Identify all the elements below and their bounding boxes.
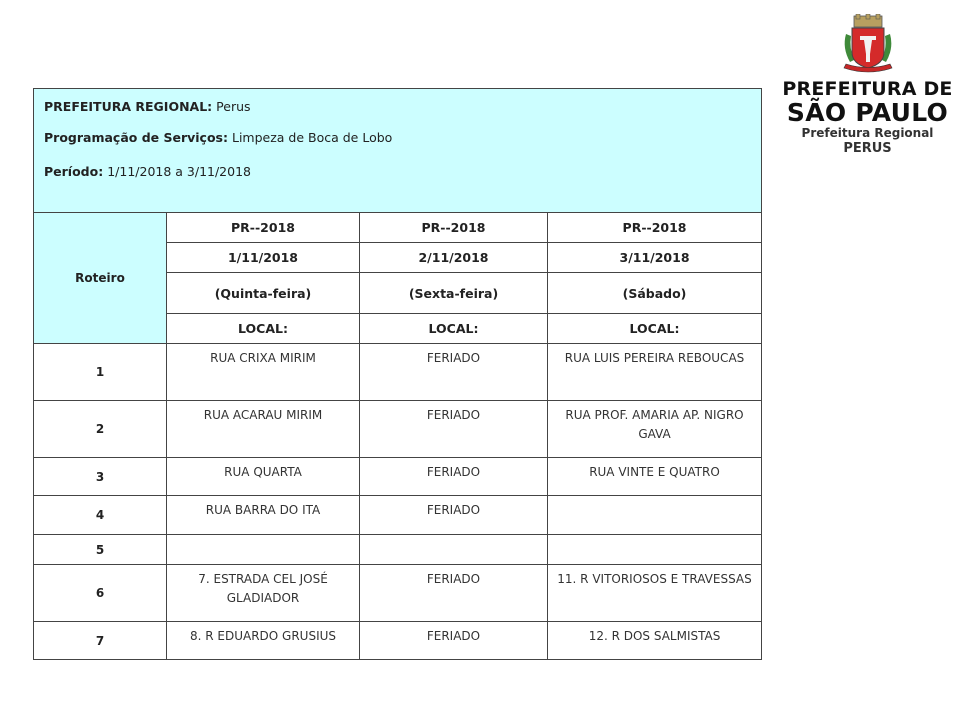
logo-region: PERUS: [843, 141, 892, 156]
column-code: PR--2018: [360, 213, 548, 243]
row-cell: 12. R DOS SALMISTAS: [548, 622, 762, 660]
row-cell: [360, 535, 548, 565]
column-weekday: (Sábado): [548, 273, 762, 314]
table-row: [34, 401, 762, 458]
row-cell: [548, 496, 762, 535]
row-number: 3: [34, 458, 167, 496]
column-date: 1/11/2018: [167, 243, 360, 273]
row-cell: 8. R EDUARDO GRUSIUS: [167, 622, 360, 660]
row-number: 4: [34, 496, 167, 535]
row-cell: 11. R VITORIOSOS E TRAVESSAS: [548, 565, 762, 622]
table-row: [34, 565, 762, 622]
column-local-label: LOCAL:: [360, 314, 548, 344]
row-cell: 7. ESTRADA CEL JOSÉ GLADIADOR: [167, 565, 360, 622]
row-cell: RUA LUIS PEREIRA REBOUCAS: [548, 344, 762, 401]
column-date: 2/11/2018: [360, 243, 548, 273]
roteiro-header: Roteiro: [34, 213, 167, 344]
program-value: Limpeza de Boca de Lobo: [231, 130, 393, 145]
table-row: [34, 344, 762, 401]
schedule-table: [33, 88, 762, 660]
row-cell: FERIADO: [360, 458, 548, 496]
period-line: [44, 164, 751, 180]
row-cell: RUA BARRA DO ITA: [167, 496, 360, 535]
row-cell: RUA PROF. AMARIA AP. NIGRO GAVA: [548, 401, 762, 458]
period-label: Período:: [44, 164, 104, 179]
period-value: 1/11/2018 a 3/11/2018: [107, 164, 251, 179]
program-label: Programação de Serviços:: [44, 130, 228, 145]
table-row: [34, 458, 762, 496]
row-cell: FERIADO: [360, 344, 548, 401]
column-weekday: (Quinta-feira): [167, 273, 360, 314]
row-number: 7: [34, 622, 167, 660]
schedule-sheet: [33, 88, 761, 660]
row-cell: [548, 535, 762, 565]
row-cell: RUA VINTE E QUATRO: [548, 458, 762, 496]
column-code: PR--2018: [167, 213, 360, 243]
row-cell: FERIADO: [360, 565, 548, 622]
row-cell: [167, 535, 360, 565]
table-row: [34, 622, 762, 660]
logo-title-line2: SÃO PAULO: [786, 98, 949, 127]
regional-line: [44, 99, 751, 115]
logo-title-line1: PREFEITURA DE: [782, 78, 953, 100]
row-number: 1: [34, 344, 167, 401]
regional-value: Perus: [216, 99, 251, 114]
column-weekday: (Sexta-feira): [360, 273, 548, 314]
row-cell: FERIADO: [360, 622, 548, 660]
row-cell: FERIADO: [360, 401, 548, 458]
row-number: 6: [34, 565, 167, 622]
column-date: 3/11/2018: [548, 243, 762, 273]
prefeitura-logo: [780, 14, 955, 156]
program-line: [44, 130, 751, 146]
table-row: [34, 496, 762, 535]
row-cell: RUA CRIXA MIRIM: [167, 344, 360, 401]
row-number: 5: [34, 535, 167, 565]
row-cell: FERIADO: [360, 496, 548, 535]
schedule-header: [34, 89, 762, 213]
column-local-label: LOCAL:: [167, 314, 360, 344]
column-code: PR--2018: [548, 213, 762, 243]
logo-subtitle: Prefeitura Regional: [801, 126, 934, 140]
regional-label: PREFEITURA REGIONAL:: [44, 99, 213, 114]
table-row: [34, 535, 762, 565]
row-cell: RUA QUARTA: [167, 458, 360, 496]
column-local-label: LOCAL:: [548, 314, 762, 344]
sao-paulo-coat-of-arms-icon: [840, 14, 896, 76]
row-number: 2: [34, 401, 167, 458]
row-cell: RUA ACARAU MIRIM: [167, 401, 360, 458]
